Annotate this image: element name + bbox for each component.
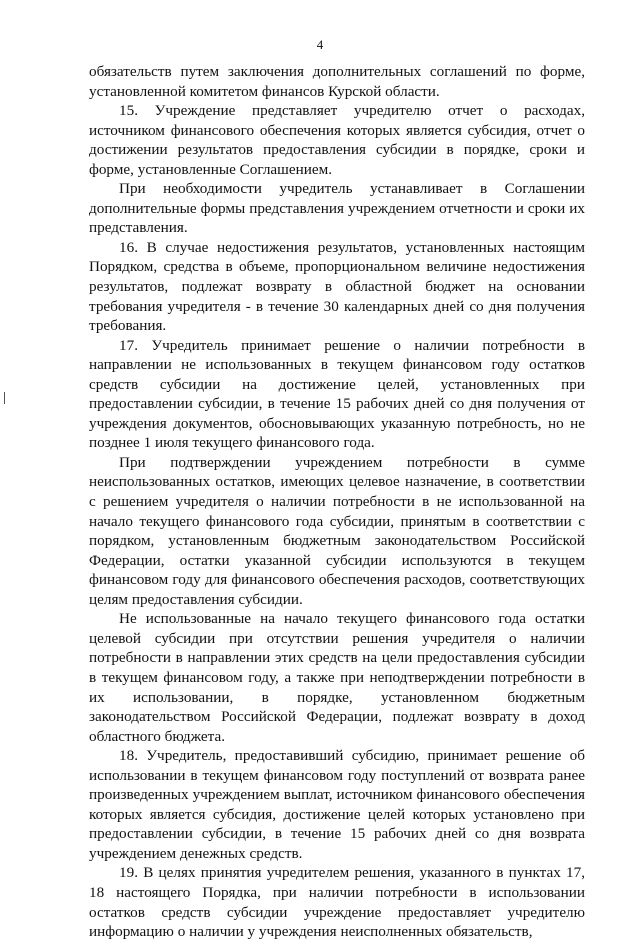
paragraph-item-17: 17. Учредитель принимает решение о наличии потребности в направлении не использованных в текущем финансовом году остатков средств субсидии на достижение целей, установленных при предоставлении субсидии, в течение 15 рабочих дней со дня получения от учреждения документов, обосновывающих указанную потребность, но не позднее 1 июля текущего финансового года. bbox=[89, 336, 585, 452]
paragraph-item-16: 16. В случае недостижения результатов, установленных настоящим Порядком, средства в объеме, пропорциональном величине недостижения результатов, подлежат возврату в областной бюджет на основании требования учредителя - в течение 30 календарных дней со дня получения требования. bbox=[89, 238, 585, 335]
document-body bbox=[89, 62, 585, 942]
paragraph-unused-balances: Не использованные на начало текущего финансового года остатки целевой субсидии при отсутствии решения учредителя о наличии потребности в направлении этих средств на цели предоставления субсидии в текущем финансовом году, а также при неподтверждении потребности в их использовании, в порядке, установленном бюджетным законодательством Российской Федерации, подлежат возврату в доход областного бюджета. bbox=[89, 610, 585, 745]
paragraph-item-18: 18. Учредитель, предоставивший субсидию, принимает решение об использовании в текущем финансовом году поступлений от возврата ранее произведенных учреждением выплат, источником финансового обеспечения которых является субсидия, достижение целей которых установлено при предоставлении субсидии, в течение 15 рабочих дней со дня возврата учреждением денежных средств. bbox=[89, 747, 585, 862]
paragraph-continued: обязательств путем заключения дополнительных соглашений по форме, установленной комитетом финансов Курской области. bbox=[89, 63, 585, 100]
page-number: 4 bbox=[316, 37, 324, 52]
margin-mark bbox=[4, 392, 5, 404]
paragraph-confirmation: При подтверждении учреждением потребности в сумме неиспользованных остатков, имеющих целевое назначение, в соответствии с решением учредителя о наличии потребности в не использованной на начало текущего финансового года субсидии, принятым в соответствии с порядком, установленным бюджетным законодательством Российской Федерации, остатки указанной субсидии используются в текущем финансовом году для финансового обеспечения расходов, соответствующих целям предоставления субсидии. bbox=[89, 453, 585, 608]
paragraph-item-15: 15. Учреждение представляет учредителю отчет о расходах, источником финансового обеспечения которых является субсидия, отчет о достижении результатов предоставления субсидии в порядке, сроки и форме, установленные Соглашением. bbox=[89, 102, 585, 178]
paragraph-additional-reporting: При необходимости учредитель устанавливает в Соглашении дополнительные формы представления учреждением отчетности и сроки их представления. bbox=[89, 180, 585, 237]
paragraph-item-19: 19. В целях принятия учредителем решения, указанного в пунктах 17, 18 настоящего Порядка, при наличии потребности в использовании остатков средств субсидии учреждение предоставляет учредителю информацию о наличии у учреждения неисполненных обязательств, bbox=[89, 864, 585, 941]
